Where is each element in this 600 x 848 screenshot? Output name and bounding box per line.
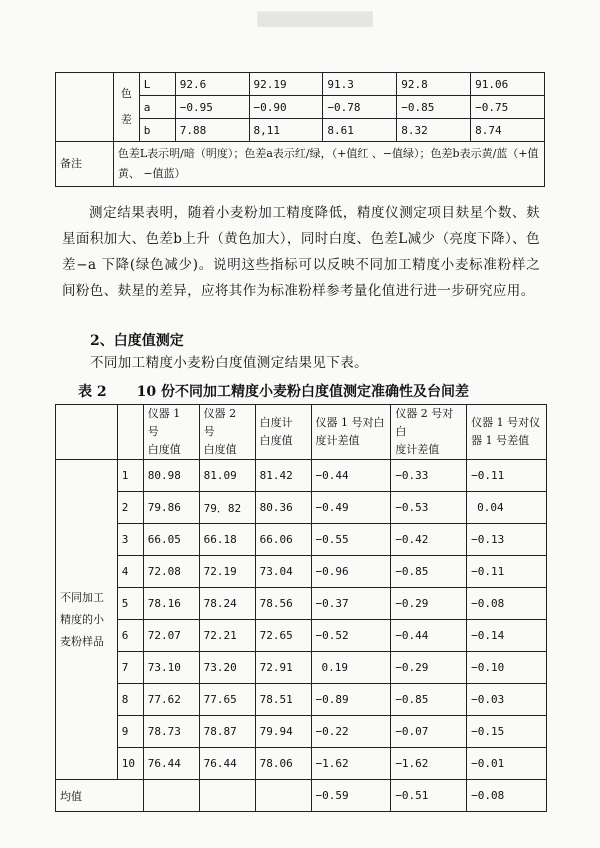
value-cell: −0.75 xyxy=(471,96,545,119)
value-cell: 78.51 xyxy=(255,684,311,716)
table-row xyxy=(56,524,547,556)
value-cell: −0.78 xyxy=(323,96,397,119)
value-cell: 77.62 xyxy=(143,684,199,716)
value-cell: −0.14 xyxy=(467,620,547,652)
header-line: 仪器 2 号 xyxy=(203,407,237,438)
value-cell: 92.8 xyxy=(397,73,471,96)
color-difference-table xyxy=(55,72,545,187)
table-row xyxy=(56,620,547,652)
value-cell: 91.06 xyxy=(471,73,545,96)
column-header xyxy=(467,405,547,460)
value-cell: −0.89 xyxy=(311,684,391,716)
value-cell: 72.19 xyxy=(199,556,255,588)
header-line: 仪器 2 号对白 xyxy=(395,407,454,438)
value-cell: −0.03 xyxy=(467,684,547,716)
header-line: 仪器 1 号对仪 xyxy=(471,416,541,429)
body-paragraph: 测定结果表明，随着小麦粉加工精度降低，精度仪测定项目麸星个数、麸星面积加大、色差b上升（黄色加大），同时白度、色差L减少（亮度下降）、色差−a 下降(绿色减少)。说明这些指标可以反映不同加工精度小麦标准粉样之间粉色、麸星的差异，应将其作为标准粉样参考量化值进行进一步研究应用。 xyxy=(62,205,540,299)
value-cell: −0.37 xyxy=(311,588,391,620)
color-diff-label xyxy=(113,73,139,142)
value-cell: 79.94 xyxy=(255,716,311,748)
value-cell: −0.42 xyxy=(391,524,467,556)
value-cell: −0.08 xyxy=(467,588,547,620)
value-cell: 78.73 xyxy=(143,716,199,748)
header-row xyxy=(56,405,547,460)
value-cell: −0.33 xyxy=(391,460,467,492)
value-cell: 79.86 xyxy=(143,492,199,524)
value-cell: 81.42 xyxy=(255,460,311,492)
value-cell: 77.65 xyxy=(199,684,255,716)
table-row xyxy=(56,492,547,524)
value-cell: −0.53 xyxy=(391,492,467,524)
header-line: 度计差值 xyxy=(315,434,360,447)
value-cell: −0.55 xyxy=(311,524,391,556)
sample-number: 4 xyxy=(117,556,143,588)
value-cell: −0.85 xyxy=(391,556,467,588)
value-cell: 92.6 xyxy=(175,73,249,96)
column-header xyxy=(143,405,199,460)
sample-number: 8 xyxy=(117,684,143,716)
table-row xyxy=(56,556,547,588)
group-label-line: 不同加工 xyxy=(60,590,104,604)
value-cell: −0.85 xyxy=(397,96,471,119)
value-cell: 72.91 xyxy=(255,652,311,684)
value-cell: −0.13 xyxy=(467,524,547,556)
header-line: 白度值 xyxy=(203,443,237,456)
value-cell: −0.29 xyxy=(391,588,467,620)
value-cell: 7.88 xyxy=(175,119,249,142)
value-cell: 91.3 xyxy=(323,73,397,96)
header-line: 白度值 xyxy=(147,443,181,456)
column-header xyxy=(311,405,391,460)
column-header xyxy=(255,405,311,460)
sample-number: 3 xyxy=(117,524,143,556)
value-cell: −0.90 xyxy=(249,96,323,119)
empty-cell xyxy=(199,780,255,812)
empty-cell xyxy=(255,780,311,812)
header-line: 器 1 号差值 xyxy=(471,434,530,447)
value-cell: 76.44 xyxy=(143,748,199,780)
header-line: 度计差值 xyxy=(395,443,440,456)
value-cell: −0.59 xyxy=(311,780,391,812)
header-line: 白度值 xyxy=(259,434,293,447)
body-paragraph: 不同加工精度小麦粉白度值测定结果见下表。 xyxy=(90,355,368,371)
sample-number: 9 xyxy=(117,716,143,748)
value-cell: −0.51 xyxy=(391,780,467,812)
value-cell: 0.19 xyxy=(311,652,391,684)
group-label-line: 麦粉样品 xyxy=(60,634,104,648)
note-label: 备注 xyxy=(56,142,114,187)
section-heading: 2、白度值测定 xyxy=(90,333,184,349)
value-cell: 80.36 xyxy=(255,492,311,524)
table-title: 10 份不同加工精度小麦粉白度值测定准确性及台间差 xyxy=(136,384,469,400)
value-cell: −0.44 xyxy=(391,620,467,652)
whiteness-table xyxy=(55,404,547,812)
value-cell: −0.85 xyxy=(391,684,467,716)
value-cell: 73.04 xyxy=(255,556,311,588)
value-cell: −0.07 xyxy=(391,716,467,748)
table-row xyxy=(56,460,547,492)
value-cell: 78.56 xyxy=(255,588,311,620)
table-row xyxy=(56,73,545,96)
empty-cell xyxy=(117,405,143,460)
table-caption xyxy=(78,381,469,401)
param-cell: b xyxy=(139,119,175,142)
empty-cell xyxy=(143,780,199,812)
value-cell: 72.21 xyxy=(199,620,255,652)
group-label-line: 差 xyxy=(120,113,132,126)
value-cell: −0.49 xyxy=(311,492,391,524)
sample-number: 6 xyxy=(117,620,143,652)
note-text: 色差L表示明/暗（明度）；色差a表示红/绿，（+值红 、−值绿）；色差b表示黄/蓝（+值黄、 −值蓝） xyxy=(113,142,544,187)
sample-group-label xyxy=(56,460,118,780)
value-cell: 92.19 xyxy=(249,73,323,96)
mean-label: 均值 xyxy=(56,780,144,812)
value-cell: −0.11 xyxy=(467,460,547,492)
bleed-through-text: ▇▇▇▇▇▇▇▇▇▇ xyxy=(257,9,373,27)
table-row xyxy=(56,652,547,684)
value-cell: 78.24 xyxy=(199,588,255,620)
group-label-line: 精度的小 xyxy=(60,612,104,626)
value-cell: 72.07 xyxy=(143,620,199,652)
value-cell: 8.61 xyxy=(323,119,397,142)
table-row xyxy=(56,748,547,780)
value-cell: 0.04 xyxy=(467,492,547,524)
table-number: 表 2 xyxy=(78,384,107,400)
value-cell: −0.01 xyxy=(467,748,547,780)
value-cell: 66.05 xyxy=(143,524,199,556)
value-cell: 78.16 xyxy=(143,588,199,620)
sample-number: 1 xyxy=(117,460,143,492)
value-cell: 66.18 xyxy=(199,524,255,556)
value-cell: −0.44 xyxy=(311,460,391,492)
value-cell: −0.96 xyxy=(311,556,391,588)
header-line: 仪器 1 号对白 xyxy=(315,416,385,429)
mean-row xyxy=(56,780,547,812)
value-cell: 72.08 xyxy=(143,556,199,588)
table-row xyxy=(56,588,547,620)
param-cell: a xyxy=(139,96,175,119)
value-cell: 66.06 xyxy=(255,524,311,556)
value-cell: −0.29 xyxy=(391,652,467,684)
value-cell: 80.98 xyxy=(143,460,199,492)
value-cell: 79．82 xyxy=(199,492,255,524)
value-cell: −1.62 xyxy=(311,748,391,780)
value-cell: −1.62 xyxy=(391,748,467,780)
value-cell: 73.20 xyxy=(199,652,255,684)
value-cell: 78.06 xyxy=(255,748,311,780)
value-cell: −0.95 xyxy=(175,96,249,119)
value-cell: 8.74 xyxy=(471,119,545,142)
sample-number: 5 xyxy=(117,588,143,620)
table-row xyxy=(56,142,545,187)
value-cell: 72.65 xyxy=(255,620,311,652)
sample-number: 10 xyxy=(117,748,143,780)
value-cell: −0.11 xyxy=(467,556,547,588)
value-cell: −0.52 xyxy=(311,620,391,652)
empty-cell xyxy=(56,405,118,460)
value-cell: 81.09 xyxy=(199,460,255,492)
param-cell: L xyxy=(139,73,175,96)
value-cell: 8,11 xyxy=(249,119,323,142)
header-line: 白度计 xyxy=(259,416,293,429)
value-cell: 76.44 xyxy=(199,748,255,780)
sample-number: 2 xyxy=(117,492,143,524)
value-cell: −0.22 xyxy=(311,716,391,748)
value-cell: −0.08 xyxy=(467,780,547,812)
header-line: 仪器 1 号 xyxy=(147,407,181,438)
value-cell: 73.10 xyxy=(143,652,199,684)
value-cell: 8.32 xyxy=(397,119,471,142)
value-cell: 78.87 xyxy=(199,716,255,748)
value-cell: −0.15 xyxy=(467,716,547,748)
table-row xyxy=(56,716,547,748)
value-cell: −0.10 xyxy=(467,652,547,684)
sample-number: 7 xyxy=(117,652,143,684)
group-label-line: 色 xyxy=(120,87,132,100)
column-header xyxy=(199,405,255,460)
table-row xyxy=(56,684,547,716)
empty-cell xyxy=(56,73,114,142)
column-header xyxy=(391,405,467,460)
